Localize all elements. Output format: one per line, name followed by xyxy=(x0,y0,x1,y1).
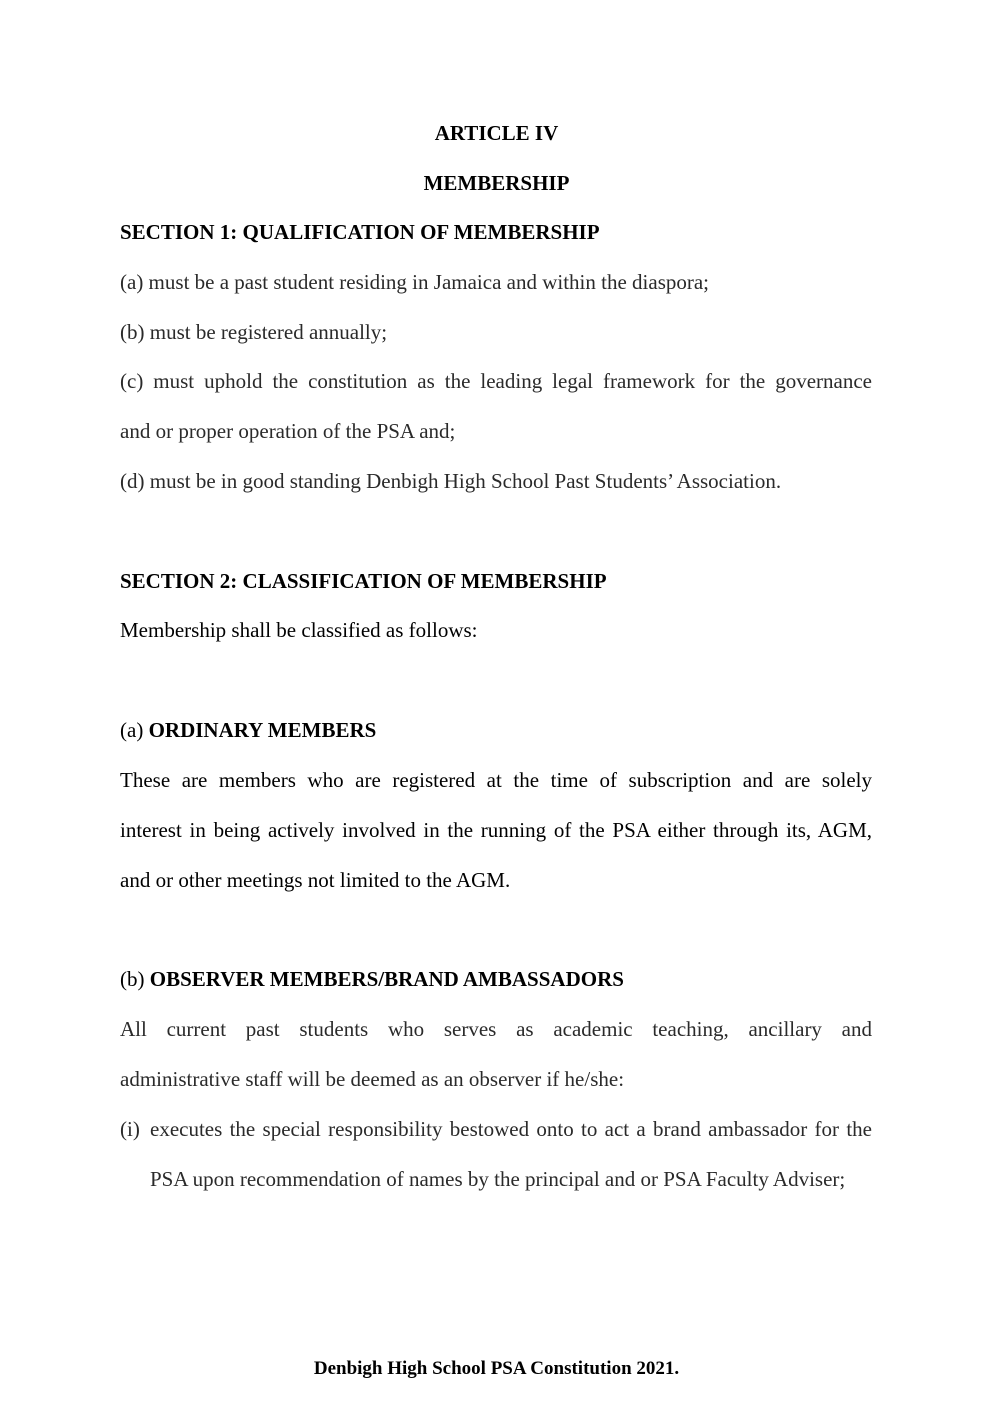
observer-members-marker: (b) xyxy=(120,967,150,991)
classification-intro: Membership shall be classified as follows: xyxy=(120,618,478,642)
qualification-item-a: (a) must be a past student residing in Jamaica and within the diaspora; xyxy=(120,270,710,294)
ordinary-members-title: ORDINARY MEMBERS xyxy=(148,718,377,742)
ordinary-members-marker: (a) xyxy=(120,718,149,742)
section-2-heading: SECTION 2: CLASSIFICATION OF MEMBERSHIP xyxy=(120,569,607,593)
observer-members-line-1: All current past students who serves as academic teaching, ancillary and xyxy=(120,1017,872,1041)
section-1-heading: SECTION 1: QUALIFICATION OF MEMBERSHIP xyxy=(120,220,600,244)
qualification-item-d: (d) must be in good standing Denbigh High School Past Students’ Association. xyxy=(120,469,782,493)
ordinary-members-line-2: interest in being actively involved in the running of the PSA either through its, AGM, xyxy=(120,818,872,842)
qualification-item-c: (c) must uphold the constitution as the leading legal framework for the governance xyxy=(120,369,872,393)
ordinary-members-heading xyxy=(120,717,872,743)
article-title: MEMBERSHIP xyxy=(423,171,570,195)
qualification-item-c-continued: and or proper operation of the PSA and; xyxy=(120,419,456,443)
observer-members-heading xyxy=(120,966,872,992)
observer-sub-item-marker: (i) xyxy=(120,1117,140,1141)
ordinary-members-line-1: These are members who are registered at the time of subscription and are solely xyxy=(120,768,872,792)
ordinary-members-line-3: and or other meetings not limited to the AGM. xyxy=(120,868,511,892)
observer-members-line-2: administrative staff will be deemed as an observer if he/she: xyxy=(120,1067,625,1091)
observer-sub-item-line-2: PSA upon recommendation of names by the principal and or PSA Faculty Adviser; xyxy=(150,1167,846,1191)
observer-sub-item-line-1: executes the special responsibility bestowed onto to act a brand ambassador for the xyxy=(150,1117,872,1141)
observer-members-title: OBSERVER MEMBERS/BRAND AMBASSADORS xyxy=(149,967,624,991)
article-number: ARTICLE IV xyxy=(434,121,559,145)
qualification-item-b: (b) must be registered annually; xyxy=(120,320,388,344)
page-footer: Denbigh High School PSA Constitution 2021. xyxy=(313,1358,680,1379)
